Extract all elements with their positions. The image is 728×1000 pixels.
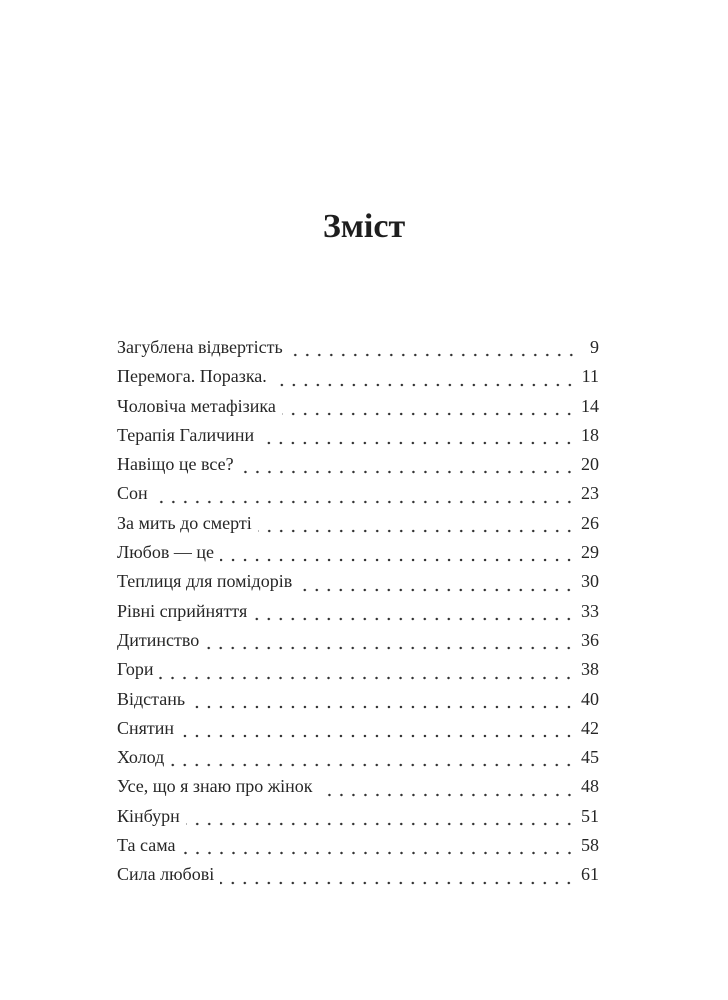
toc-entry xyxy=(117,454,599,483)
dot-leader xyxy=(220,558,575,562)
toc-entry-title: Відстань xyxy=(117,688,186,709)
toc-entry-title: Рівні сприйняття xyxy=(117,600,248,621)
dot-leader xyxy=(298,588,575,592)
toc-entry-title: Теплиця для помідорів xyxy=(117,571,293,592)
dot-leader xyxy=(205,646,575,650)
page-title: Зміст xyxy=(322,208,406,245)
toc-entry-title: Чоловіча метафізика xyxy=(117,395,276,416)
toc-entry-page: 58 xyxy=(581,835,599,856)
toc-entry-title: Любов — це xyxy=(117,542,214,563)
toc-entry-title: Терапія Галичини xyxy=(117,424,255,445)
toc-entry-page: 29 xyxy=(581,542,599,563)
toc-entry xyxy=(117,366,599,395)
toc-entry-title: Кінбурн xyxy=(117,805,180,826)
toc-entry-page: 38 xyxy=(581,659,599,680)
toc-entry-page: 45 xyxy=(581,747,599,768)
dot-leader xyxy=(273,383,576,387)
toc-entry xyxy=(117,689,599,718)
toc-entry-page: 40 xyxy=(581,688,599,709)
toc-entry-title: Гори xyxy=(117,659,154,680)
toc-entry xyxy=(117,513,599,542)
toc-entry-page: 20 xyxy=(581,454,599,475)
toc-entry-page: 42 xyxy=(581,717,599,738)
dot-leader xyxy=(282,412,575,416)
toc-entry-page: 36 xyxy=(581,629,599,650)
toc-entry-title: Дитинство xyxy=(117,629,200,650)
dot-leader xyxy=(240,470,575,474)
toc-entry-title: Та сама xyxy=(117,835,176,856)
dot-leader xyxy=(220,881,575,885)
toc-entry xyxy=(117,835,599,864)
toc-entry xyxy=(117,747,599,776)
dot-leader xyxy=(258,529,575,533)
toc-entry xyxy=(117,630,599,659)
toc-entry-page: 30 xyxy=(581,571,599,592)
toc-entry xyxy=(117,542,599,571)
toc-entry xyxy=(117,337,599,366)
toc-entry xyxy=(117,601,599,630)
toc-entry xyxy=(117,776,599,805)
toc-entry-page: 33 xyxy=(581,600,599,621)
toc-entry-page: 48 xyxy=(581,776,599,797)
toc-entry-title: Холод xyxy=(117,747,165,768)
dot-leader xyxy=(159,676,575,680)
dot-leader xyxy=(170,763,575,767)
toc-entry-page: 14 xyxy=(581,395,599,416)
dot-leader xyxy=(182,851,576,855)
dot-leader xyxy=(186,822,575,826)
dot-leader xyxy=(191,705,575,709)
dot-leader xyxy=(253,617,575,621)
toc-entry-title: Загублена відвертість xyxy=(117,337,283,357)
toc-entry-title: Усе, що я знаю про жінок xyxy=(117,776,313,797)
toc-entry-page: 18 xyxy=(581,424,599,445)
toc-entry xyxy=(117,864,599,893)
toc-entry-page: 51 xyxy=(581,805,599,826)
toc-entry-title: Навіщо це все? xyxy=(117,454,234,475)
dot-leader xyxy=(154,500,575,504)
toc-entry-title: Сон xyxy=(117,483,148,504)
dot-leader xyxy=(289,353,577,357)
toc-entry-page: 26 xyxy=(581,512,599,533)
toc-entry-title: Снятин xyxy=(117,717,175,738)
table-of-contents xyxy=(117,337,599,894)
dot-leader xyxy=(319,793,575,797)
toc-entry-page: 11 xyxy=(581,366,599,387)
toc-entry xyxy=(117,571,599,600)
toc-entry-page: 61 xyxy=(581,864,599,885)
toc-entry xyxy=(117,396,599,425)
toc-entry xyxy=(117,718,599,747)
dot-leader xyxy=(260,441,575,445)
toc-entry xyxy=(117,806,599,835)
toc-entry-page: 23 xyxy=(581,483,599,504)
toc-entry-page: 9 xyxy=(590,337,599,357)
toc-entry xyxy=(117,659,599,688)
toc-entry-title: Перемога. Поразка. xyxy=(117,366,267,387)
dot-leader xyxy=(180,734,575,738)
toc-entry-title: За мить до смерті xyxy=(117,512,252,533)
toc-entry xyxy=(117,425,599,454)
toc-entry xyxy=(117,483,599,512)
toc-entry-title: Сила любові xyxy=(117,864,215,885)
